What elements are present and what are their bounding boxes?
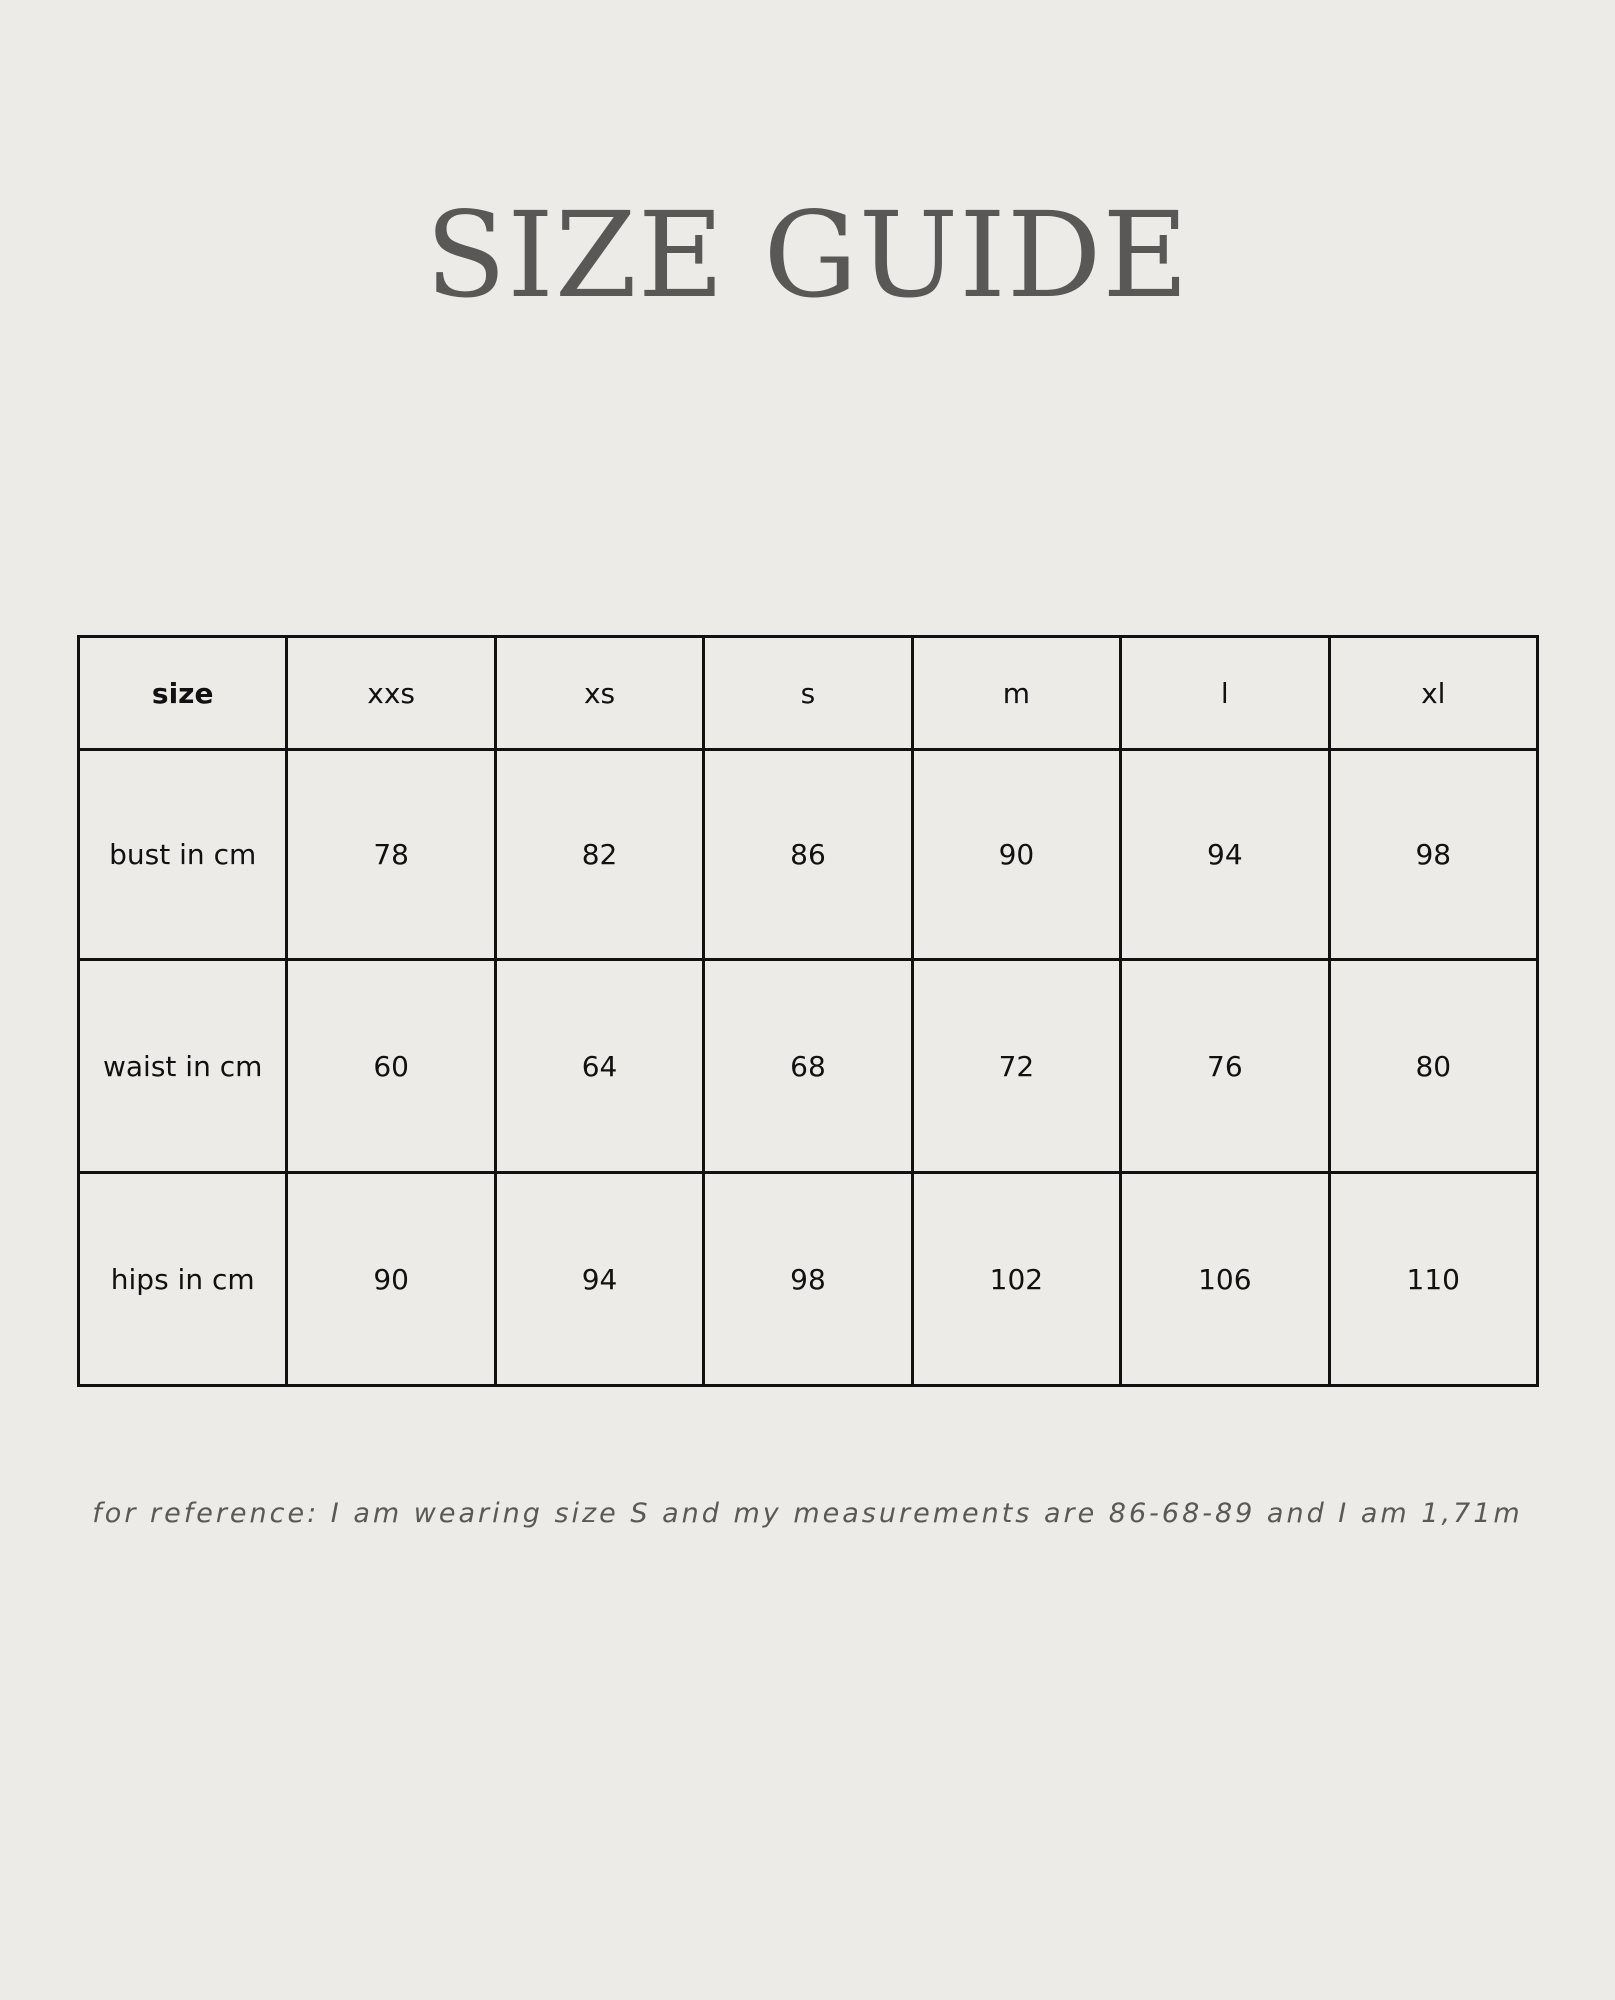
table-row-bust xyxy=(79,750,1538,960)
waist-value-m: 72 xyxy=(912,960,1120,1173)
table-row-hips xyxy=(79,1173,1538,1386)
row-label-hips: hips in cm xyxy=(79,1173,287,1386)
reference-note: for reference: I am wearing size S and my measurements are 86-68-89 and I am 1,71m xyxy=(92,1498,1523,1529)
header-size-m: m xyxy=(912,637,1120,750)
hips-value-s: 98 xyxy=(704,1173,912,1386)
waist-value-xl: 80 xyxy=(1329,960,1537,1173)
bust-value-xl: 98 xyxy=(1329,750,1537,960)
bust-value-xs: 82 xyxy=(495,750,703,960)
header-label-size: size xyxy=(79,637,287,750)
header-size-s: s xyxy=(704,637,912,750)
row-label-waist: waist in cm xyxy=(79,960,287,1173)
waist-value-xxs: 60 xyxy=(287,960,495,1173)
header-size-xs: xs xyxy=(495,637,703,750)
table-row-waist xyxy=(79,960,1538,1173)
hips-value-l: 106 xyxy=(1121,1173,1329,1386)
hips-value-xxs: 90 xyxy=(287,1173,495,1386)
size-table xyxy=(77,635,1539,1387)
hips-value-xl: 110 xyxy=(1329,1173,1537,1386)
header-size-xxs: xxs xyxy=(287,637,495,750)
hips-value-xs: 94 xyxy=(495,1173,703,1386)
bust-value-xxs: 78 xyxy=(287,750,495,960)
header-size-l: l xyxy=(1121,637,1329,750)
waist-value-xs: 64 xyxy=(495,960,703,1173)
hips-value-m: 102 xyxy=(912,1173,1120,1386)
page-title: SIZE GUIDE xyxy=(425,186,1190,324)
bust-value-m: 90 xyxy=(912,750,1120,960)
table-header-row xyxy=(79,637,1538,750)
bust-value-s: 86 xyxy=(704,750,912,960)
header-size-xl: xl xyxy=(1329,637,1537,750)
bust-value-l: 94 xyxy=(1121,750,1329,960)
waist-value-l: 76 xyxy=(1121,960,1329,1173)
waist-value-s: 68 xyxy=(704,960,912,1173)
row-label-bust: bust in cm xyxy=(79,750,287,960)
